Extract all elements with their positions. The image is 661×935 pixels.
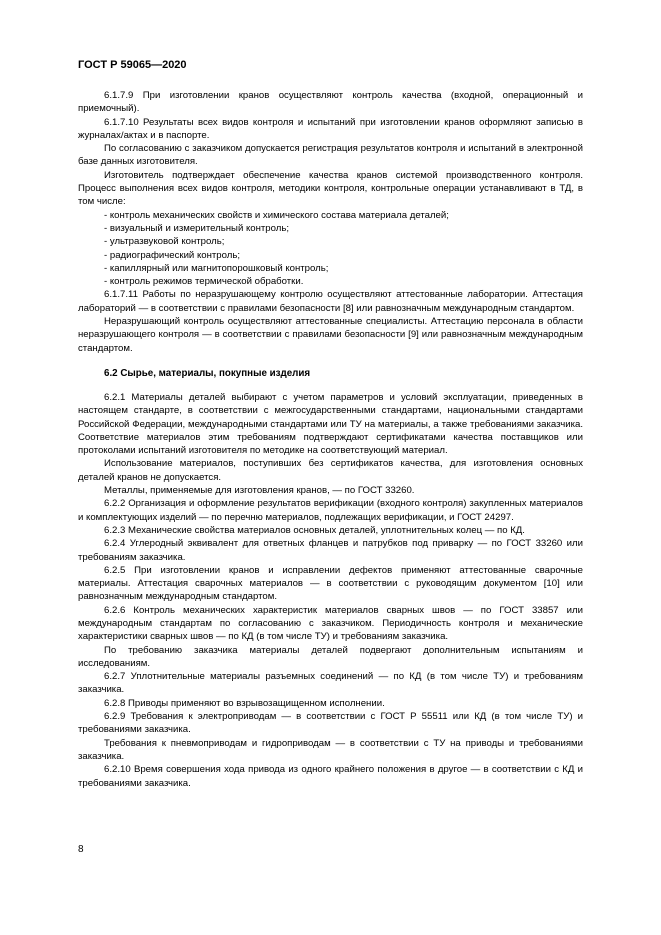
paragraph: 6.1.7.9 При изготовлении кранов осуществляют контроль качества (входной, операционный и приемочный). [78, 90, 583, 115]
paragraph: По требованию заказчика материалы деталей подвергают дополнительным испытаниям и исследованиям. [78, 644, 583, 669]
list-item: - радиографический контроль; [104, 249, 241, 261]
paragraph: 6.2.9 Требования к электроприводам — в соответствии с ГОСТ Р 55511 или КД (в том числе ТУ) и требованиями заказчика. [78, 711, 583, 736]
paragraph: Использование материалов, поступивших без сертификатов качества, для изготовления основных деталей кранов не допускается. [78, 458, 583, 483]
document-header: ГОСТ Р 59065—2020 [78, 59, 187, 71]
paragraph: 6.2.4 Углеродный эквивалент для ответных фланцев и патрубков под приварку — по ГОСТ 33260 или требованиям заказчика. [78, 538, 583, 563]
paragraph: Неразрушающий контроль осуществляют аттестованные специалисты. Аттестацию персонала в области неразрушающего контроля — в соответствии с правилами безопасности [9] или равнозначным международным стандартом. [78, 316, 583, 354]
paragraph: 6.2.3 Механические свойства материалов основных деталей, уплотнительных колец — по КД. [104, 524, 525, 536]
list-item: - контроль механических свойств и химического состава материала деталей; [104, 209, 449, 221]
paragraph: По согласованию с заказчиком допускается регистрация результатов контроля и испытаний в электронной базе данных изготовителя. [78, 143, 583, 168]
page-number: 8 [78, 844, 84, 855]
paragraph: 6.1.7.10 Результаты всех видов контроля и испытаний при изготовлении кранов оформляют записью в журналах/актах и в паспорте. [78, 116, 583, 141]
page-content [78, 89, 583, 790]
paragraph: Требования к пневмоприводам и гидроприводам — в соответствии с ТУ на приводы и требованиями заказчика. [78, 737, 583, 762]
paragraph: 6.2.6 Контроль механических характеристик материалов сварных швов — по ГОСТ 33857 или международным стандартам по согласованию с заказчиком. Периодичность контроля и механические характеристики сварных швов — по КД (в том числе ТУ) и требованиям заказчика. [78, 604, 583, 643]
paragraph: Изготовитель подтверждает обеспечение качества кранов системой производственного контроля. Процесс выполнения всех видов контроля, методики контроля, контрольные операции устанавливают в ТД, в том числе: [78, 169, 583, 208]
paragraph: 6.2.2 Организация и оформление результатов верификации (входного контроля) закупленных материалов и комплектующих изделий — по перечню материалов, подлежащих верификации, и ГОСТ 24297. [78, 498, 583, 523]
list-item: - капиллярный или магнитопорошковый контроль; [104, 262, 329, 274]
paragraph: 6.1.7.11 Работы по неразрушающему контролю осуществляют аттестованные лаборатории. Аттестация лабораторий — в соответствии с правилами безопасности [8] или равнозначным международным стандартом. [78, 289, 583, 314]
paragraph: 6.2.10 Время совершения хода привода из одного крайнего положения в другое — в соответствии с КД и требованиями заказчика. [78, 764, 583, 789]
paragraph: 6.2.5 При изготовлении кранов и исправлении дефектов применяют аттестованные сварочные материалы. Аттестация сварочных материалов — в соответствии с руководящим документом [10] или равнозначным международным стандартом. [78, 564, 583, 603]
paragraph: 6.2.1 Материалы деталей выбирают с учетом параметров и условий эксплуатации, приведенных в настоящем стандарте, в соответствии с межгосударственными стандартами, национальными стандартами Российской Федерации, международными стандартами или ТУ на материалы, а также требованиями заказчика. Соответствие материалов этим требованиям подтверждают сертификатами качества поставщиков или протоколами испытаний изготовителя по методике на соответствующий материал. [78, 391, 583, 457]
list-item: - визуальный и измерительный контроль; [104, 222, 290, 234]
list-item: - ультразвуковой контроль; [104, 236, 225, 248]
paragraph: 6.2.7 Уплотнительные материалы разъемных соединений — по КД (в том числе ТУ) и требованиям заказчика. [78, 671, 583, 696]
list-item: - контроль режимов термической обработки. [104, 276, 304, 288]
paragraph: Металлы, применяемые для изготовления кранов, — по ГОСТ 33260. [104, 485, 415, 497]
section-heading: 6.2 Сырье, материалы, покупные изделия [104, 367, 311, 379]
paragraph: 6.2.8 Приводы применяют во взрывозащищенном исполнении. [104, 697, 385, 709]
